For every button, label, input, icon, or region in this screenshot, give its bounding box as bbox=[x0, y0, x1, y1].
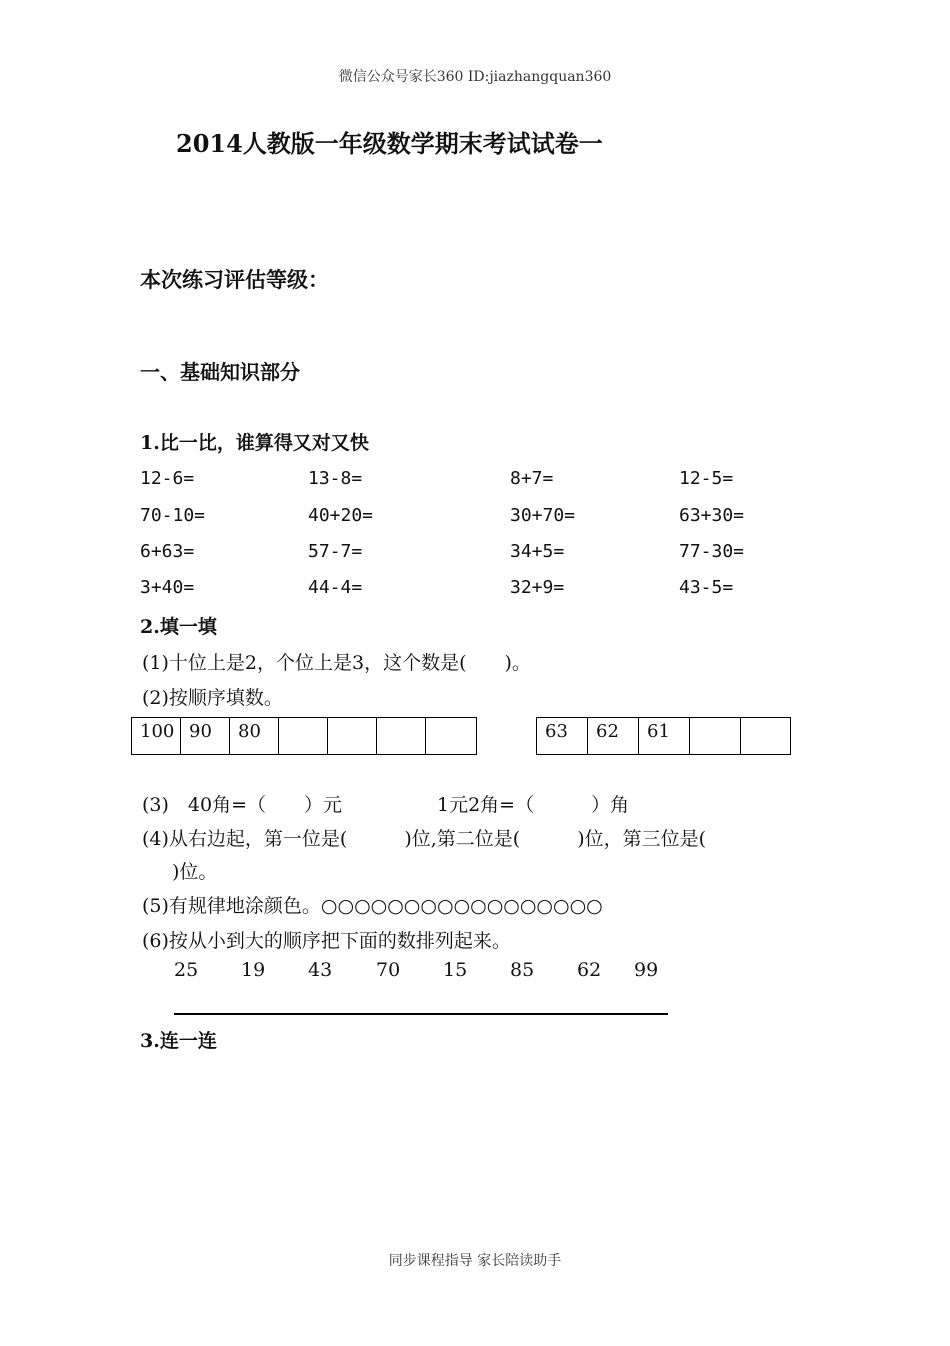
sequence-blank-cell bbox=[279, 718, 328, 755]
sequence-cell: 90 bbox=[181, 718, 230, 755]
question-1-heading: 1.比一比，谁算得又对又快 bbox=[140, 432, 369, 454]
page-footer: 同步课程指导 家长陪读助手 bbox=[388, 1253, 562, 1269]
sequence-cell: 62 bbox=[588, 718, 639, 755]
page-title: 2014人教版一年级数学期末考试试卷一 bbox=[176, 129, 603, 158]
fill-item-2: (2)按顺序填数。 bbox=[142, 687, 283, 709]
calc-item: 44-4= bbox=[308, 577, 363, 598]
calc-item: 34+5= bbox=[510, 541, 565, 562]
fill-item-5: (5)有规律地涂颜色。○○○○○○○○○○○○○○○○○ bbox=[142, 895, 603, 917]
calc-item: 32+9= bbox=[510, 577, 565, 598]
fill-item-1: (1)十位上是2，个位上是3，这个数是( )。 bbox=[142, 652, 531, 674]
page-header: 微信公众号家长360 ID:jiazhangquan360 bbox=[338, 69, 612, 85]
calc-item: 30+70= bbox=[510, 505, 576, 526]
calc-item: 8+7= bbox=[510, 468, 554, 489]
calc-item: 57-7= bbox=[308, 541, 363, 562]
calc-item: 70-10= bbox=[140, 505, 206, 526]
sequence-table-descending-by-one bbox=[536, 717, 791, 755]
calc-item: 63+30= bbox=[679, 505, 745, 526]
sequence-blank-cell bbox=[426, 718, 477, 755]
question-2-heading: 2.填一填 bbox=[140, 616, 217, 638]
sequence-blank-cell bbox=[690, 718, 741, 755]
calc-item: 43-5= bbox=[679, 577, 734, 598]
fill-item-3a: (3) 40角=（ ）元 bbox=[142, 794, 343, 816]
sequence-blank-cell bbox=[377, 718, 426, 755]
calc-item: 77-30= bbox=[679, 541, 745, 562]
sequence-cell: 100 bbox=[132, 718, 181, 755]
fill-item-4-continued: )位。 bbox=[172, 861, 218, 883]
number-item: 85 bbox=[510, 959, 535, 981]
sequence-table-descending-by-ten bbox=[131, 717, 477, 755]
fill-item-4: (4)从右边起，第一位是( )位,第二位是( )位，第三位是( bbox=[142, 828, 707, 850]
calc-item: 40+20= bbox=[308, 505, 374, 526]
number-item: 15 bbox=[443, 959, 468, 981]
sequence-cell: 63 bbox=[537, 718, 588, 755]
calc-item: 12-6= bbox=[140, 468, 195, 489]
sequence-blank-cell bbox=[741, 718, 791, 755]
calc-item: 6+63= bbox=[140, 541, 195, 562]
question-3-heading: 3.连一连 bbox=[140, 1030, 217, 1052]
number-item: 99 bbox=[634, 959, 659, 981]
calc-item: 3+40= bbox=[140, 577, 195, 598]
sequence-cell: 80 bbox=[230, 718, 279, 755]
number-item: 25 bbox=[174, 959, 199, 981]
fill-item-3b: 1元2角=（ ）角 bbox=[437, 794, 630, 816]
number-item: 43 bbox=[308, 959, 333, 981]
sequence-cell: 61 bbox=[639, 718, 690, 755]
calc-item: 12-5= bbox=[679, 468, 734, 489]
number-item: 70 bbox=[376, 959, 401, 981]
grade-label: 本次练习评估等级： bbox=[140, 267, 329, 292]
number-item: 19 bbox=[241, 959, 266, 981]
answer-line bbox=[174, 1013, 668, 1015]
section-heading: 一、基础知识部分 bbox=[140, 360, 300, 384]
number-item: 62 bbox=[577, 959, 602, 981]
fill-item-6: (6)按从小到大的顺序把下面的数排列起来。 bbox=[142, 930, 511, 952]
sequence-blank-cell bbox=[328, 718, 377, 755]
calc-item: 13-8= bbox=[308, 468, 363, 489]
